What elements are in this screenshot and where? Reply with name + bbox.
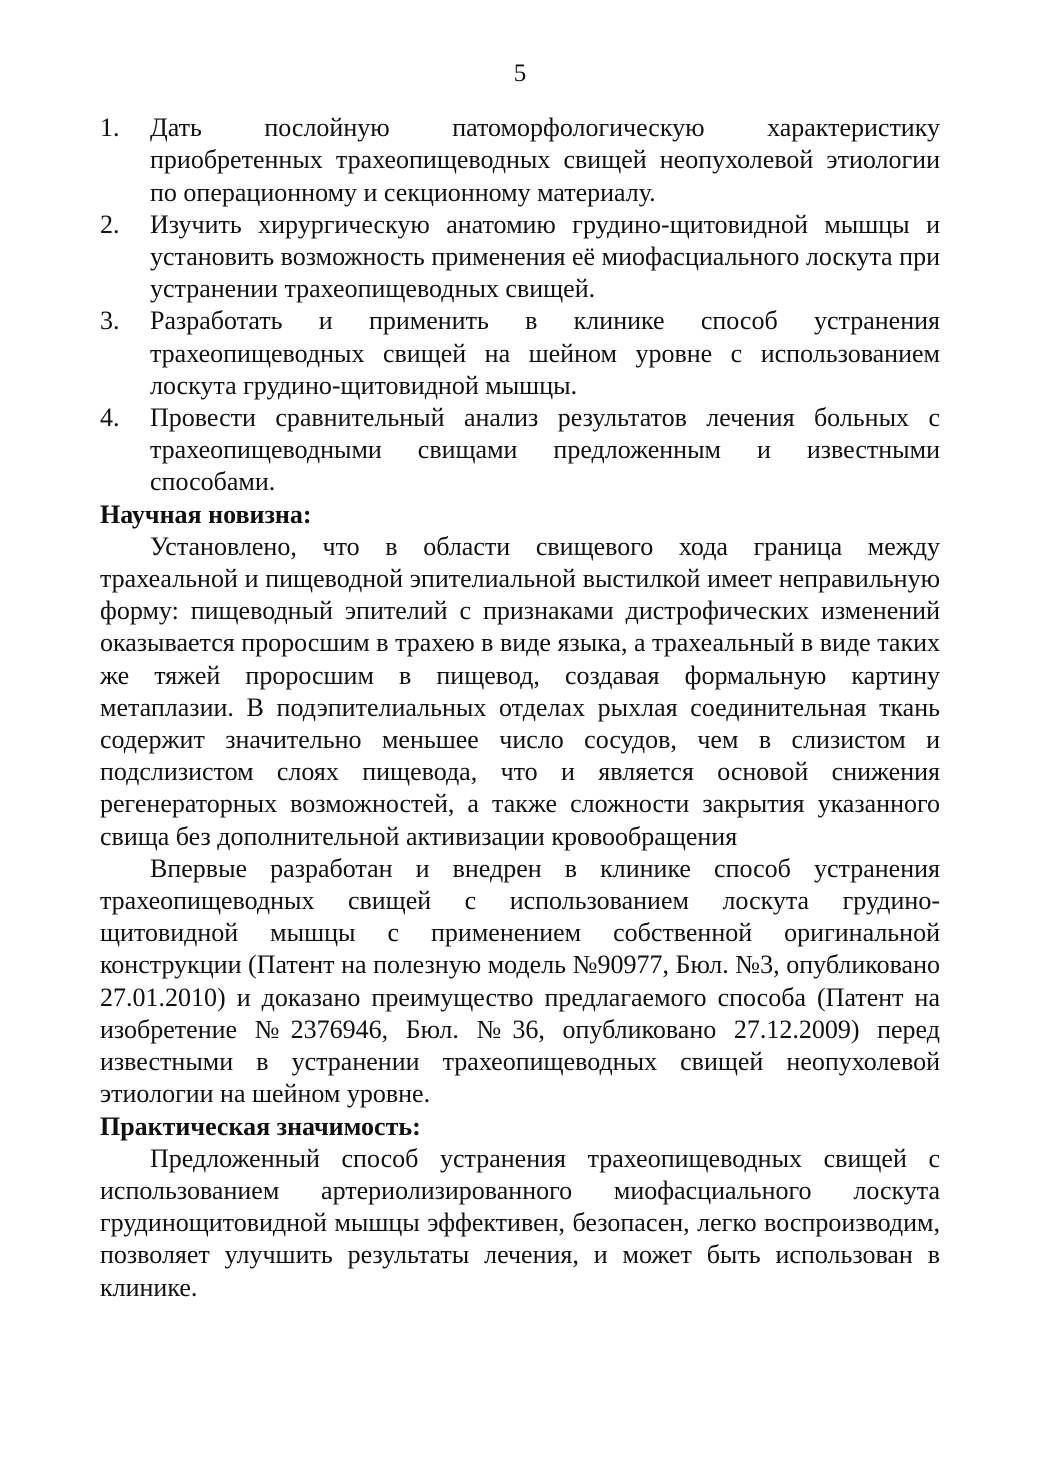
significance-heading: Практическая значимость: [100, 1111, 421, 1141]
list-item-text: Дать послойную патоморфологическую характеристику приобретенных трахеопищеводных свищей неопухолевой этиологии по операционному и секционному материалу. [150, 113, 940, 207]
list-item-text: Провести сравнительный анализ результатов лечения больных с трахеопищеводными свищами предложенным и известными способами. [150, 403, 940, 497]
list-item-number: 4. [100, 403, 120, 433]
list-item [100, 112, 940, 209]
novelty-paragraph: Впервые разработан и внедрен в клинике способ устранения трахеопищеводных свищей с использованием лоскута грудино-щитовидной мышцы с применением собственной оригинальной конструкции (Патент на полезную модель №90977, Бюл. №3, опубликовано 27.01.2010) и доказано преимущество предлагаемого способа (Патент на изобретение №2376946, Бюл. №36, опубликовано 27.12.2009) перед известными в устранении трахеопищеводных свищей неопухолевой этиологии на шейном уровне. [100, 853, 940, 1109]
list-item-text: Разработать и применить в клинике способ устранения трахеопищеводных свищей на шейном уровне с использованием лоскута грудино-щитовидной мышцы. [150, 306, 940, 400]
list-item [100, 305, 940, 402]
novelty-paragraph: Установлено, что в области свищевого хода граница между трахеальной и пищеводной эпителиальной выстилкой имеет неправильную форму: пищеводный эпителий с признаками дистрофических изменений оказывается проросшим в трахею в виде языка, а трахеальный в виде таких же тяжей проросшим в пищевод, создавая формальную картину метаплазии. В подэпителиальных отделах рыхлая соединительная ткань содержит значительно меньшее число сосудов, чем в слизистом и подслизистом слоях пищевода, что и является основой снижения регенераторных возможностей, а также сложности закрытия указанного свища без дополнительной активизации кровообращения [100, 531, 940, 851]
list-item-text: Изучить хирургическую анатомию грудино-щитовидной мышцы и установить возможность применения её миофасциального лоскута при устранении трахеопищеводных свищей. [150, 209, 940, 304]
list-item-number: 1. [100, 113, 120, 143]
tasks-list [100, 112, 940, 498]
document-page [100, 58, 940, 1304]
list-item [100, 402, 940, 499]
list-item-number: 3. [100, 306, 120, 336]
list-item-number: 2. [100, 209, 120, 239]
novelty-heading: Научная новизна: [100, 499, 312, 529]
list-item [100, 209, 940, 306]
significance-paragraph: Предложенный способ устранения трахеопищеводных свищей с использованием артериолизированного миофасциального лоскута грудинощитовидной мышцы эффективен, безопасен, легко воспроизводим, позволяет улучшить результаты лечения, и может быть использован в клинике. [100, 1143, 940, 1302]
page-number: 5 [513, 60, 527, 87]
